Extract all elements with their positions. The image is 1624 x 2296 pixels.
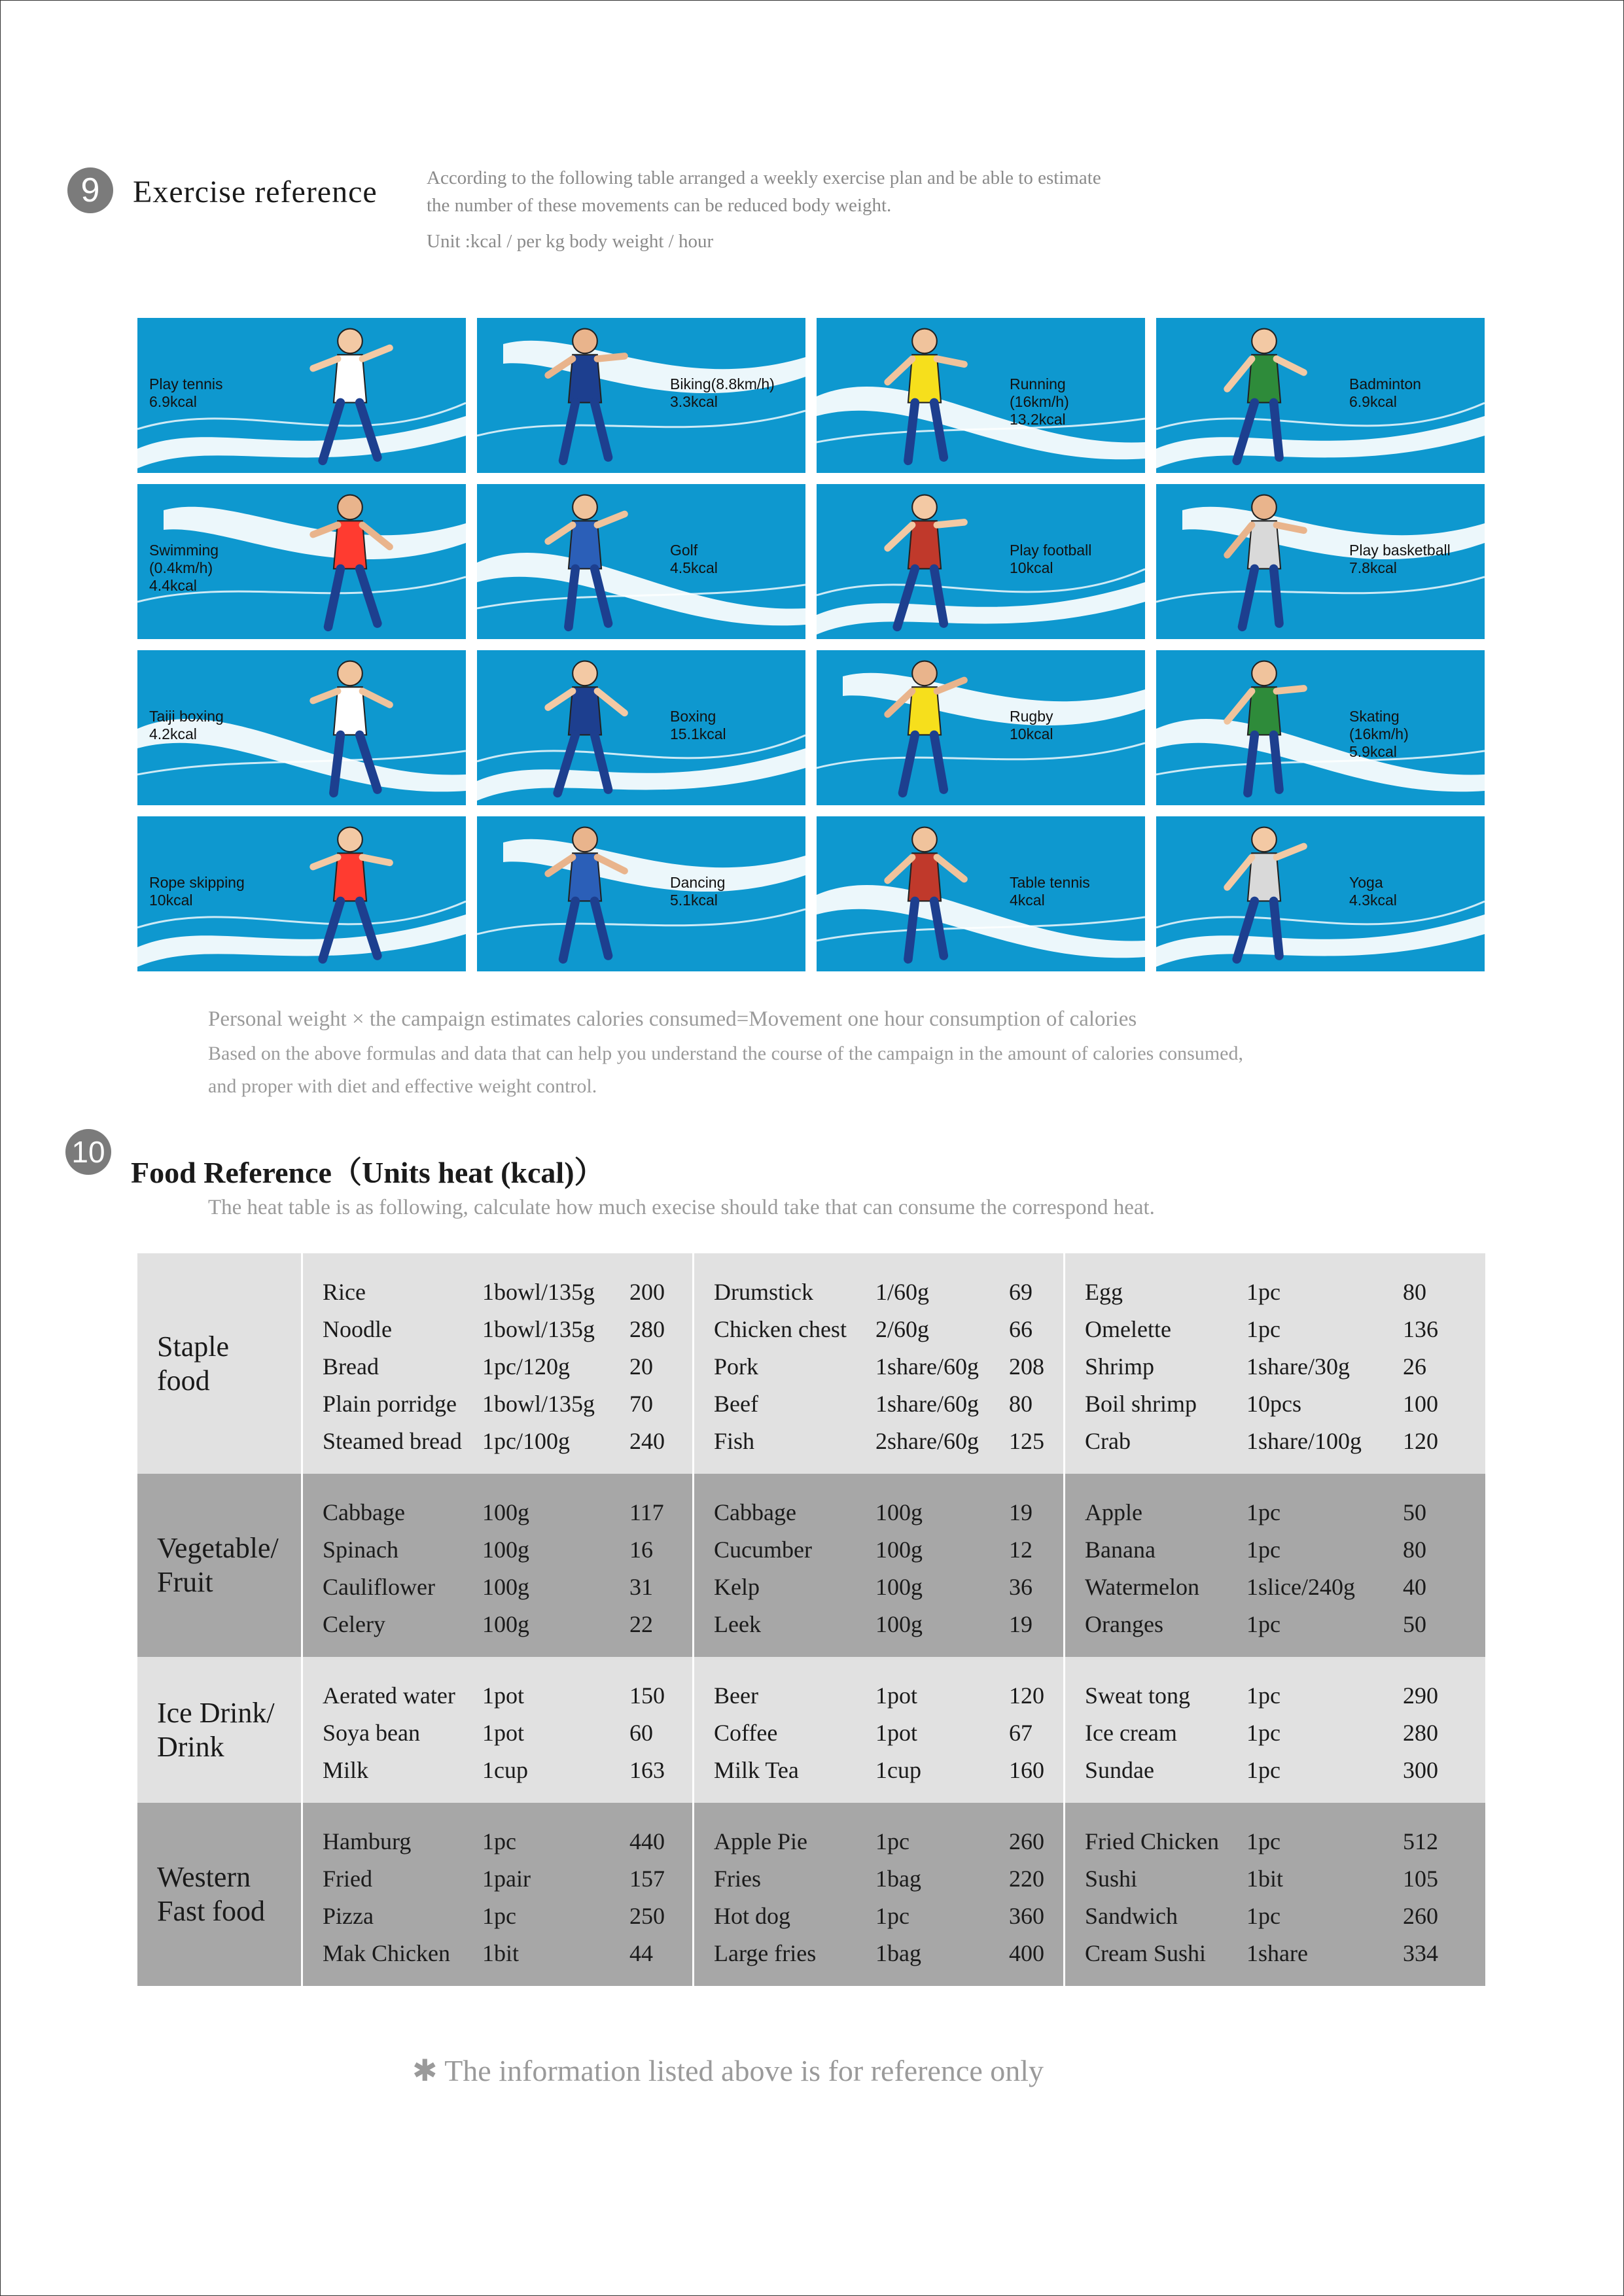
food-portion: 1bag <box>875 1939 921 1966</box>
food-portion: 1share/60g <box>875 1390 979 1417</box>
food-item <box>714 1751 1063 1788</box>
food-portion: 1pot <box>875 1682 918 1709</box>
food-item <box>714 1531 1063 1568</box>
food-kcal: 60 <box>629 1719 653 1746</box>
exercise-tile-15 <box>1156 816 1485 971</box>
food-column-2 <box>694 1803 1065 1986</box>
runner-icon <box>862 321 987 471</box>
exercise-label: Table tennis 4kcal <box>1010 874 1090 909</box>
food-portion: 100g <box>875 1499 923 1525</box>
food-item <box>323 1531 692 1568</box>
reference-footnote: ✱ The information listed above is for reference only <box>412 2054 1044 2087</box>
food-kcal: 290 <box>1403 1682 1438 1709</box>
food-category-row <box>137 1253 1485 1474</box>
food-kcal: 80 <box>1403 1536 1426 1563</box>
food-category-label: Vegetable/ Fruit <box>137 1474 303 1657</box>
food-name: Apple <box>1085 1499 1142 1525</box>
section-10-subtitle: The heat table is as following, calculate how much execise should take that can consume the correspond heat. <box>208 1196 1155 1219</box>
food-item <box>1085 1531 1485 1568</box>
exercise-tile-14 <box>817 816 1145 971</box>
food-kcal: 440 <box>629 1828 665 1854</box>
food-portion: 1pc <box>1246 1902 1280 1929</box>
food-name: Watermelon <box>1085 1573 1200 1600</box>
food-kcal: 163 <box>629 1756 665 1783</box>
food-name: Fish <box>714 1427 755 1454</box>
exercise-label: Golf 4.5kcal <box>670 542 718 576</box>
food-portion: 1share/30g <box>1246 1353 1350 1380</box>
food-item <box>714 1860 1063 1897</box>
food-portion: 1pc <box>1246 1756 1280 1783</box>
food-item <box>323 1677 692 1714</box>
food-kcal: 150 <box>629 1682 665 1709</box>
food-kcal: 260 <box>1403 1902 1438 1929</box>
food-kcal: 125 <box>1009 1427 1044 1454</box>
exercise-tile-7 <box>1156 484 1485 639</box>
table-tennis-icon <box>862 819 987 969</box>
food-category-row <box>137 1803 1485 1986</box>
food-name: Large fries <box>714 1939 817 1966</box>
food-kcal: 117 <box>629 1499 664 1525</box>
food-kcal: 360 <box>1009 1902 1044 1929</box>
food-name: Boil shrimp <box>1085 1390 1197 1417</box>
food-item <box>1085 1605 1485 1643</box>
food-name: Hamburg <box>323 1828 412 1854</box>
yoga-icon <box>1202 819 1326 969</box>
food-category-row <box>137 1474 1485 1657</box>
food-item <box>714 1422 1063 1459</box>
food-column-2 <box>694 1657 1065 1803</box>
taiji-icon <box>288 653 412 803</box>
food-portion: 100g <box>482 1573 529 1600</box>
formula-line-3: and proper with diet and effective weight control. <box>208 1075 597 1097</box>
exercise-label: Skating (16km/h) 5.9kcal <box>1349 708 1409 760</box>
food-portion: 100g <box>875 1573 923 1600</box>
food-item <box>323 1348 692 1385</box>
food-kcal: 512 <box>1403 1828 1438 1854</box>
exercise-tile-10 <box>817 650 1145 805</box>
exercise-tile-5 <box>477 484 805 639</box>
food-category-row <box>137 1657 1485 1803</box>
food-kcal: 80 <box>1009 1390 1033 1417</box>
food-name: Sundae <box>1085 1756 1154 1783</box>
food-name: Pork <box>714 1353 759 1380</box>
food-item <box>1085 1310 1485 1348</box>
food-item <box>323 1605 692 1643</box>
food-portion: 1bowl/135g <box>482 1278 595 1305</box>
section-10-title: Food Reference（Units heat (kcal)） <box>131 1156 605 1189</box>
food-kcal: 69 <box>1009 1278 1033 1305</box>
exercise-label: Play tennis 6.9kcal <box>149 375 223 410</box>
food-kcal: 50 <box>1403 1610 1426 1637</box>
food-kcal: 220 <box>1009 1865 1044 1892</box>
section-9-title: Exercise reference <box>133 175 378 209</box>
food-name: Mak Chicken <box>323 1939 450 1966</box>
food-kcal: 200 <box>629 1278 665 1305</box>
food-kcal: 208 <box>1009 1353 1044 1380</box>
basketball-player-icon <box>1202 487 1326 637</box>
food-name: Steamed bread <box>323 1427 462 1454</box>
food-category-label: Staple food <box>137 1253 303 1474</box>
food-kcal: 70 <box>629 1390 653 1417</box>
food-name: Chicken chest <box>714 1315 847 1342</box>
exercise-label: Running (16km/h) 13.2kcal <box>1010 375 1069 428</box>
food-column-1 <box>303 1474 694 1657</box>
food-kcal: 80 <box>1403 1278 1426 1305</box>
food-name: Spinach <box>323 1536 398 1563</box>
football-player-icon <box>862 487 987 637</box>
food-item <box>1085 1677 1485 1714</box>
food-item <box>323 1493 692 1531</box>
food-name: Ice cream <box>1085 1719 1177 1746</box>
food-name: Beer <box>714 1682 758 1709</box>
food-portion: 100g <box>482 1610 529 1637</box>
food-portion: 1pc <box>875 1828 909 1854</box>
food-kcal: 240 <box>629 1427 665 1454</box>
food-portion: 100g <box>482 1499 529 1525</box>
formula-line-2: Based on the above formulas and data that can help you understand the course of the campaign in the amount of calories consumed, <box>208 1043 1244 1064</box>
exercise-label: Dancing 5.1kcal <box>670 874 726 909</box>
food-name: Drumstick <box>714 1278 813 1305</box>
exercise-label: Boxing 15.1kcal <box>670 708 726 742</box>
food-portion: 1pot <box>875 1719 918 1746</box>
food-name: Cabbage <box>323 1499 405 1525</box>
food-portion: 1pot <box>482 1682 525 1709</box>
food-kcal: 334 <box>1403 1939 1438 1966</box>
food-item <box>323 1934 692 1972</box>
rope-skipping-icon <box>288 819 412 969</box>
swimmer-icon <box>288 487 412 637</box>
food-item <box>714 1310 1063 1348</box>
exercise-label: Badminton 6.9kcal <box>1349 375 1421 410</box>
rugby-player-icon <box>862 653 987 803</box>
food-item <box>1085 1273 1485 1310</box>
food-name: Cream Sushi <box>1085 1939 1206 1966</box>
food-kcal: 26 <box>1403 1353 1426 1380</box>
food-item <box>1085 1751 1485 1788</box>
food-kcal: 400 <box>1009 1939 1044 1966</box>
food-portion: 1pc <box>482 1828 516 1854</box>
food-item <box>1085 1348 1485 1385</box>
food-name: Soya bean <box>323 1719 420 1746</box>
food-column-1 <box>303 1253 694 1474</box>
formula-line-1: Personal weight × the campaign estimates calories consumed=Movement one hour consumption of calories <box>208 1007 1137 1031</box>
food-name: Sushi <box>1085 1865 1138 1892</box>
food-portion: 1bit <box>1246 1865 1284 1892</box>
food-item <box>714 1273 1063 1310</box>
food-item <box>714 1934 1063 1972</box>
exercise-tile-11 <box>1156 650 1485 805</box>
golfer-icon <box>523 487 647 637</box>
food-name: Plain porridge <box>323 1390 457 1417</box>
food-name: Cauliflower <box>323 1573 435 1600</box>
food-kcal: 105 <box>1403 1865 1438 1892</box>
food-name: Aerated water <box>323 1682 455 1709</box>
food-portion: 2share/60g <box>875 1427 979 1454</box>
section-10-number-badge: 10 <box>65 1129 111 1175</box>
food-item <box>1085 1822 1485 1860</box>
food-kcal: 19 <box>1009 1499 1033 1525</box>
food-kcal: 157 <box>629 1865 665 1892</box>
food-name: Noodle <box>323 1315 392 1342</box>
food-portion: 100g <box>875 1536 923 1563</box>
food-column-1 <box>303 1803 694 1986</box>
food-item <box>1085 1493 1485 1531</box>
food-kcal: 20 <box>629 1353 653 1380</box>
exercise-label: Play football 10kcal <box>1010 542 1092 576</box>
food-name: Banana <box>1085 1536 1156 1563</box>
food-item <box>323 1273 692 1310</box>
food-kcal: 136 <box>1403 1315 1438 1342</box>
food-item <box>1085 1422 1485 1459</box>
food-column-3 <box>1065 1803 1485 1986</box>
food-name: Egg <box>1085 1278 1123 1305</box>
food-column-2 <box>694 1474 1065 1657</box>
badminton-player-icon <box>1202 321 1326 471</box>
food-kcal: 160 <box>1009 1756 1044 1783</box>
skater-icon <box>1202 653 1326 803</box>
food-kcal: 40 <box>1403 1573 1426 1600</box>
food-kcal: 100 <box>1403 1390 1438 1417</box>
food-portion: 1share <box>1246 1939 1308 1966</box>
cyclist-icon <box>523 321 647 471</box>
food-kcal: 31 <box>629 1573 653 1600</box>
exercise-tile-4 <box>137 484 466 639</box>
food-kcal: 250 <box>629 1902 665 1929</box>
boxer-icon <box>523 653 647 803</box>
food-portion: 10pcs <box>1246 1390 1301 1417</box>
food-column-3 <box>1065 1253 1485 1474</box>
food-item <box>323 1822 692 1860</box>
food-item <box>714 1677 1063 1714</box>
exercise-label: Biking(8.8km/h) 3.3kcal <box>670 375 775 410</box>
dancer-icon <box>523 819 647 969</box>
food-name: Fried Chicken <box>1085 1828 1219 1854</box>
food-portion: 1bag <box>875 1865 921 1892</box>
food-name: Hot dog <box>714 1902 790 1929</box>
exercise-tile-13 <box>477 816 805 971</box>
food-item <box>1085 1860 1485 1897</box>
food-item <box>1085 1934 1485 1972</box>
food-kcal: 36 <box>1009 1573 1033 1600</box>
food-portion: 100g <box>875 1610 923 1637</box>
food-name: Cucumber <box>714 1536 812 1563</box>
food-name: Leek <box>714 1610 761 1637</box>
exercise-label: Yoga 4.3kcal <box>1349 874 1397 909</box>
exercise-label: Play basketball 7.8kcal <box>1349 542 1451 576</box>
food-portion: 1/60g <box>875 1278 930 1305</box>
food-portion: 1pc <box>1246 1719 1280 1746</box>
food-category-label: Western Fast food <box>137 1803 303 1986</box>
food-portion: 1pc <box>1246 1682 1280 1709</box>
food-portion: 1pc <box>1246 1315 1280 1342</box>
food-item <box>323 1422 692 1459</box>
food-portion: 1pot <box>482 1719 525 1746</box>
exercise-tile-8 <box>137 650 466 805</box>
exercise-grid <box>137 318 1485 972</box>
food-name: Cabbage <box>714 1499 796 1525</box>
food-item <box>714 1714 1063 1751</box>
section-9-unit: Unit :kcal / per kg body weight / hour <box>427 231 714 252</box>
food-item <box>1085 1897 1485 1934</box>
food-name: Omelette <box>1085 1315 1171 1342</box>
food-item <box>1085 1568 1485 1605</box>
food-column-1 <box>303 1657 694 1803</box>
food-name: Milk Tea <box>714 1756 799 1783</box>
food-name: Oranges <box>1085 1610 1163 1637</box>
food-portion: 1pc <box>482 1902 516 1929</box>
food-portion: 2/60g <box>875 1315 930 1342</box>
exercise-label: Rope skipping 10kcal <box>149 874 245 909</box>
food-kcal: 120 <box>1009 1682 1044 1709</box>
food-item <box>714 1348 1063 1385</box>
exercise-tile-3 <box>1156 318 1485 473</box>
exercise-tile-9 <box>477 650 805 805</box>
food-name: Kelp <box>714 1573 760 1600</box>
food-kcal: 16 <box>629 1536 653 1563</box>
food-kcal: 50 <box>1403 1499 1426 1525</box>
food-item <box>714 1385 1063 1422</box>
food-portion: 1pc <box>1246 1828 1280 1854</box>
food-item <box>714 1605 1063 1643</box>
section-9-number-badge: 9 <box>67 167 113 213</box>
food-portion: 1bowl/135g <box>482 1390 595 1417</box>
food-portion: 1pc <box>1246 1278 1280 1305</box>
food-portion: 1share/100g <box>1246 1427 1362 1454</box>
food-item <box>323 1714 692 1751</box>
food-item <box>323 1568 692 1605</box>
food-kcal: 120 <box>1403 1427 1438 1454</box>
food-item <box>323 1385 692 1422</box>
food-kcal: 22 <box>629 1610 653 1637</box>
exercise-tile-0 <box>137 318 466 473</box>
section-9-intro-line-1: According to the following table arranged a weekly exercise plan and be able to estimate <box>427 167 1101 188</box>
food-kcal: 44 <box>629 1939 653 1966</box>
exercise-label: Swimming (0.4km/h) 4.4kcal <box>149 542 219 594</box>
food-column-3 <box>1065 1657 1485 1803</box>
food-name: Apple Pie <box>714 1828 807 1854</box>
food-portion: 1cup <box>482 1756 528 1783</box>
food-portion: 1slice/240g <box>1246 1573 1355 1600</box>
food-portion: 1pc <box>1246 1610 1280 1637</box>
food-kcal: 67 <box>1009 1719 1033 1746</box>
food-name: Fried <box>323 1865 372 1892</box>
food-name: Shrimp <box>1085 1353 1155 1380</box>
food-portion: 1bit <box>482 1939 520 1966</box>
tennis-player-icon <box>288 321 412 471</box>
food-name: Milk <box>323 1756 369 1783</box>
food-item <box>714 1493 1063 1531</box>
food-portion: 1pc/120g <box>482 1353 570 1380</box>
food-item <box>714 1568 1063 1605</box>
food-name: Crab <box>1085 1427 1131 1454</box>
food-portion: 1pair <box>482 1865 531 1892</box>
food-column-3 <box>1065 1474 1485 1657</box>
food-item <box>1085 1385 1485 1422</box>
food-portion: 1bowl/135g <box>482 1315 595 1342</box>
food-name: Celery <box>323 1610 385 1637</box>
food-name: Pizza <box>323 1902 374 1929</box>
food-column-2 <box>694 1253 1065 1474</box>
food-kcal: 300 <box>1403 1756 1438 1783</box>
food-portion: 1pc <box>1246 1499 1280 1525</box>
food-kcal: 260 <box>1009 1828 1044 1854</box>
food-item <box>323 1897 692 1934</box>
food-kcal: 66 <box>1009 1315 1033 1342</box>
food-kcal: 12 <box>1009 1536 1033 1563</box>
food-portion: 1share/60g <box>875 1353 979 1380</box>
exercise-tile-12 <box>137 816 466 971</box>
food-portion: 1pc/100g <box>482 1427 570 1454</box>
exercise-label: Taiji boxing 4.2kcal <box>149 708 224 742</box>
exercise-tile-6 <box>817 484 1145 639</box>
food-reference-table <box>137 1253 1485 1986</box>
food-name: Beef <box>714 1390 758 1417</box>
food-name: Sweat tong <box>1085 1682 1190 1709</box>
food-item <box>714 1822 1063 1860</box>
exercise-label: Rugby 10kcal <box>1010 708 1053 742</box>
food-item <box>714 1897 1063 1934</box>
food-portion: 1pc <box>1246 1536 1280 1563</box>
food-kcal: 280 <box>1403 1719 1438 1746</box>
food-item <box>323 1751 692 1788</box>
food-item <box>1085 1714 1485 1751</box>
food-name: Rice <box>323 1278 366 1305</box>
food-portion: 1pc <box>875 1902 909 1929</box>
food-name: Fries <box>714 1865 761 1892</box>
food-portion: 100g <box>482 1536 529 1563</box>
exercise-tile-1 <box>477 318 805 473</box>
food-kcal: 280 <box>629 1315 665 1342</box>
food-name: Bread <box>323 1353 379 1380</box>
food-item <box>323 1310 692 1348</box>
food-name: Sandwich <box>1085 1902 1178 1929</box>
food-name: Coffee <box>714 1719 778 1746</box>
section-9-intro-line-2: the number of these movements can be reduced body weight. <box>427 195 892 216</box>
food-kcal: 19 <box>1009 1610 1033 1637</box>
food-portion: 1cup <box>875 1756 921 1783</box>
food-item <box>323 1860 692 1897</box>
exercise-tile-2 <box>817 318 1145 473</box>
food-category-label: Ice Drink/ Drink <box>137 1657 303 1803</box>
